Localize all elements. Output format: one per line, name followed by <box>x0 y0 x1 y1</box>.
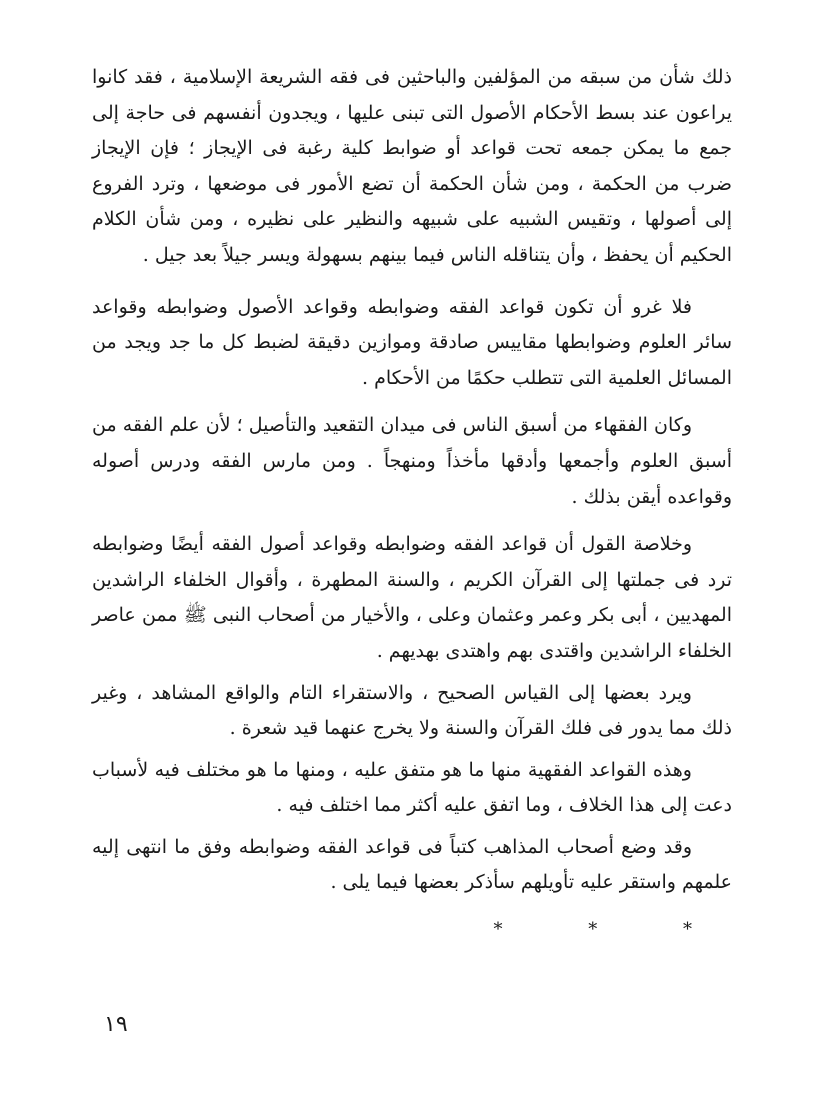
page-number: ١٩ <box>104 1012 128 1037</box>
paragraph-2: فلا غرو أن تكون قواعد الفقه وضوابطه وقواعد الأصول وضوابطه وقواعد سائر العلوم وضوابطها مقاييس صادقة وموازين دقيقة لضبط كل ما جد ويجد من المسائل العلمية التى تتطلب حكمًا من الأحكام . <box>92 295 732 389</box>
paragraph-7: وقد وضع أصحاب المذاهب كتباً فى قواعد الفقه وضوابطه وفق ما انتهى إليه علمهم واستقر عليه تأويلهم سأذكر بعضها فيما يلى . <box>92 835 732 894</box>
paragraph-4: وخلاصة القول أن قواعد الفقه وضوابطه وقواعد أصول الفقه أيضًا وضوابطه ترد فى جملتها إلى القرآن الكريم ، والسنة المطهرة ، وأقوال الخلفاء الراشدين المهديين ، أبى بكر وعمر وعثمان وعلى ، والأخيار من أصحاب النبى ﷺ ممن عاصر الخلفاء الراشدين واقتدى بهم واهتدى بهديهم . <box>92 533 732 662</box>
paragraph-3: وكان الفقهاء من أسبق الناس فى ميدان التقعيد والتأصيل ؛ لأن علم الفقه من أسبق العلوم وأجمعها وأدقها مأخذاً ومنهجاً . ومن مارس الفقه ودرس أصوله وقواعده أيقن بذلك . <box>92 414 732 508</box>
page-body <box>92 60 732 940</box>
section-divider: * * * <box>493 919 732 941</box>
paragraph-5: ويرد بعضها إلى القياس الصحيح ، والاستقراء التام والواقع المشاهد ، وغير ذلك مما يدور فى فلك القرآن والسنة ولا يخرج عنهما قيد شعرة . <box>92 681 732 740</box>
paragraph-6: وهذه القواعد الفقهية منها ما هو متفق عليه ، ومنها ما هو مختلف فيه لأسباب دعت إلى هذا الخلاف ، وما اتفق عليه أكثر مما اختلف فيه . <box>92 758 732 817</box>
paragraph-1: ذلك شأن من سبقه من المؤلفين والباحثين فى فقه الشريعة الإسلامية ، فقد كانوا يراعون عند بسط الأحكام الأصول التى تبنى عليها ، ويجدون أنفسهم فى حاجة إلى جمع ما يمكن جمعه تحت قواعد أو ضوابط كلية رغبة فى الإيجاز ؛ فإن الإيجاز ضرب من الحكمة ، ومن شأن الحكمة أن تضع الأمور فى موضعها ، وترد الفروع إلى أصولها ، وتقيس الشبيه على شبيهه والنظير على نظيره ، ومن شأن الكلام الحكيم أن يحفظ ، وأن يتناقله الناس فيما بينهم بسهولة ويسر جيلاً بعد جيل . <box>92 66 732 266</box>
